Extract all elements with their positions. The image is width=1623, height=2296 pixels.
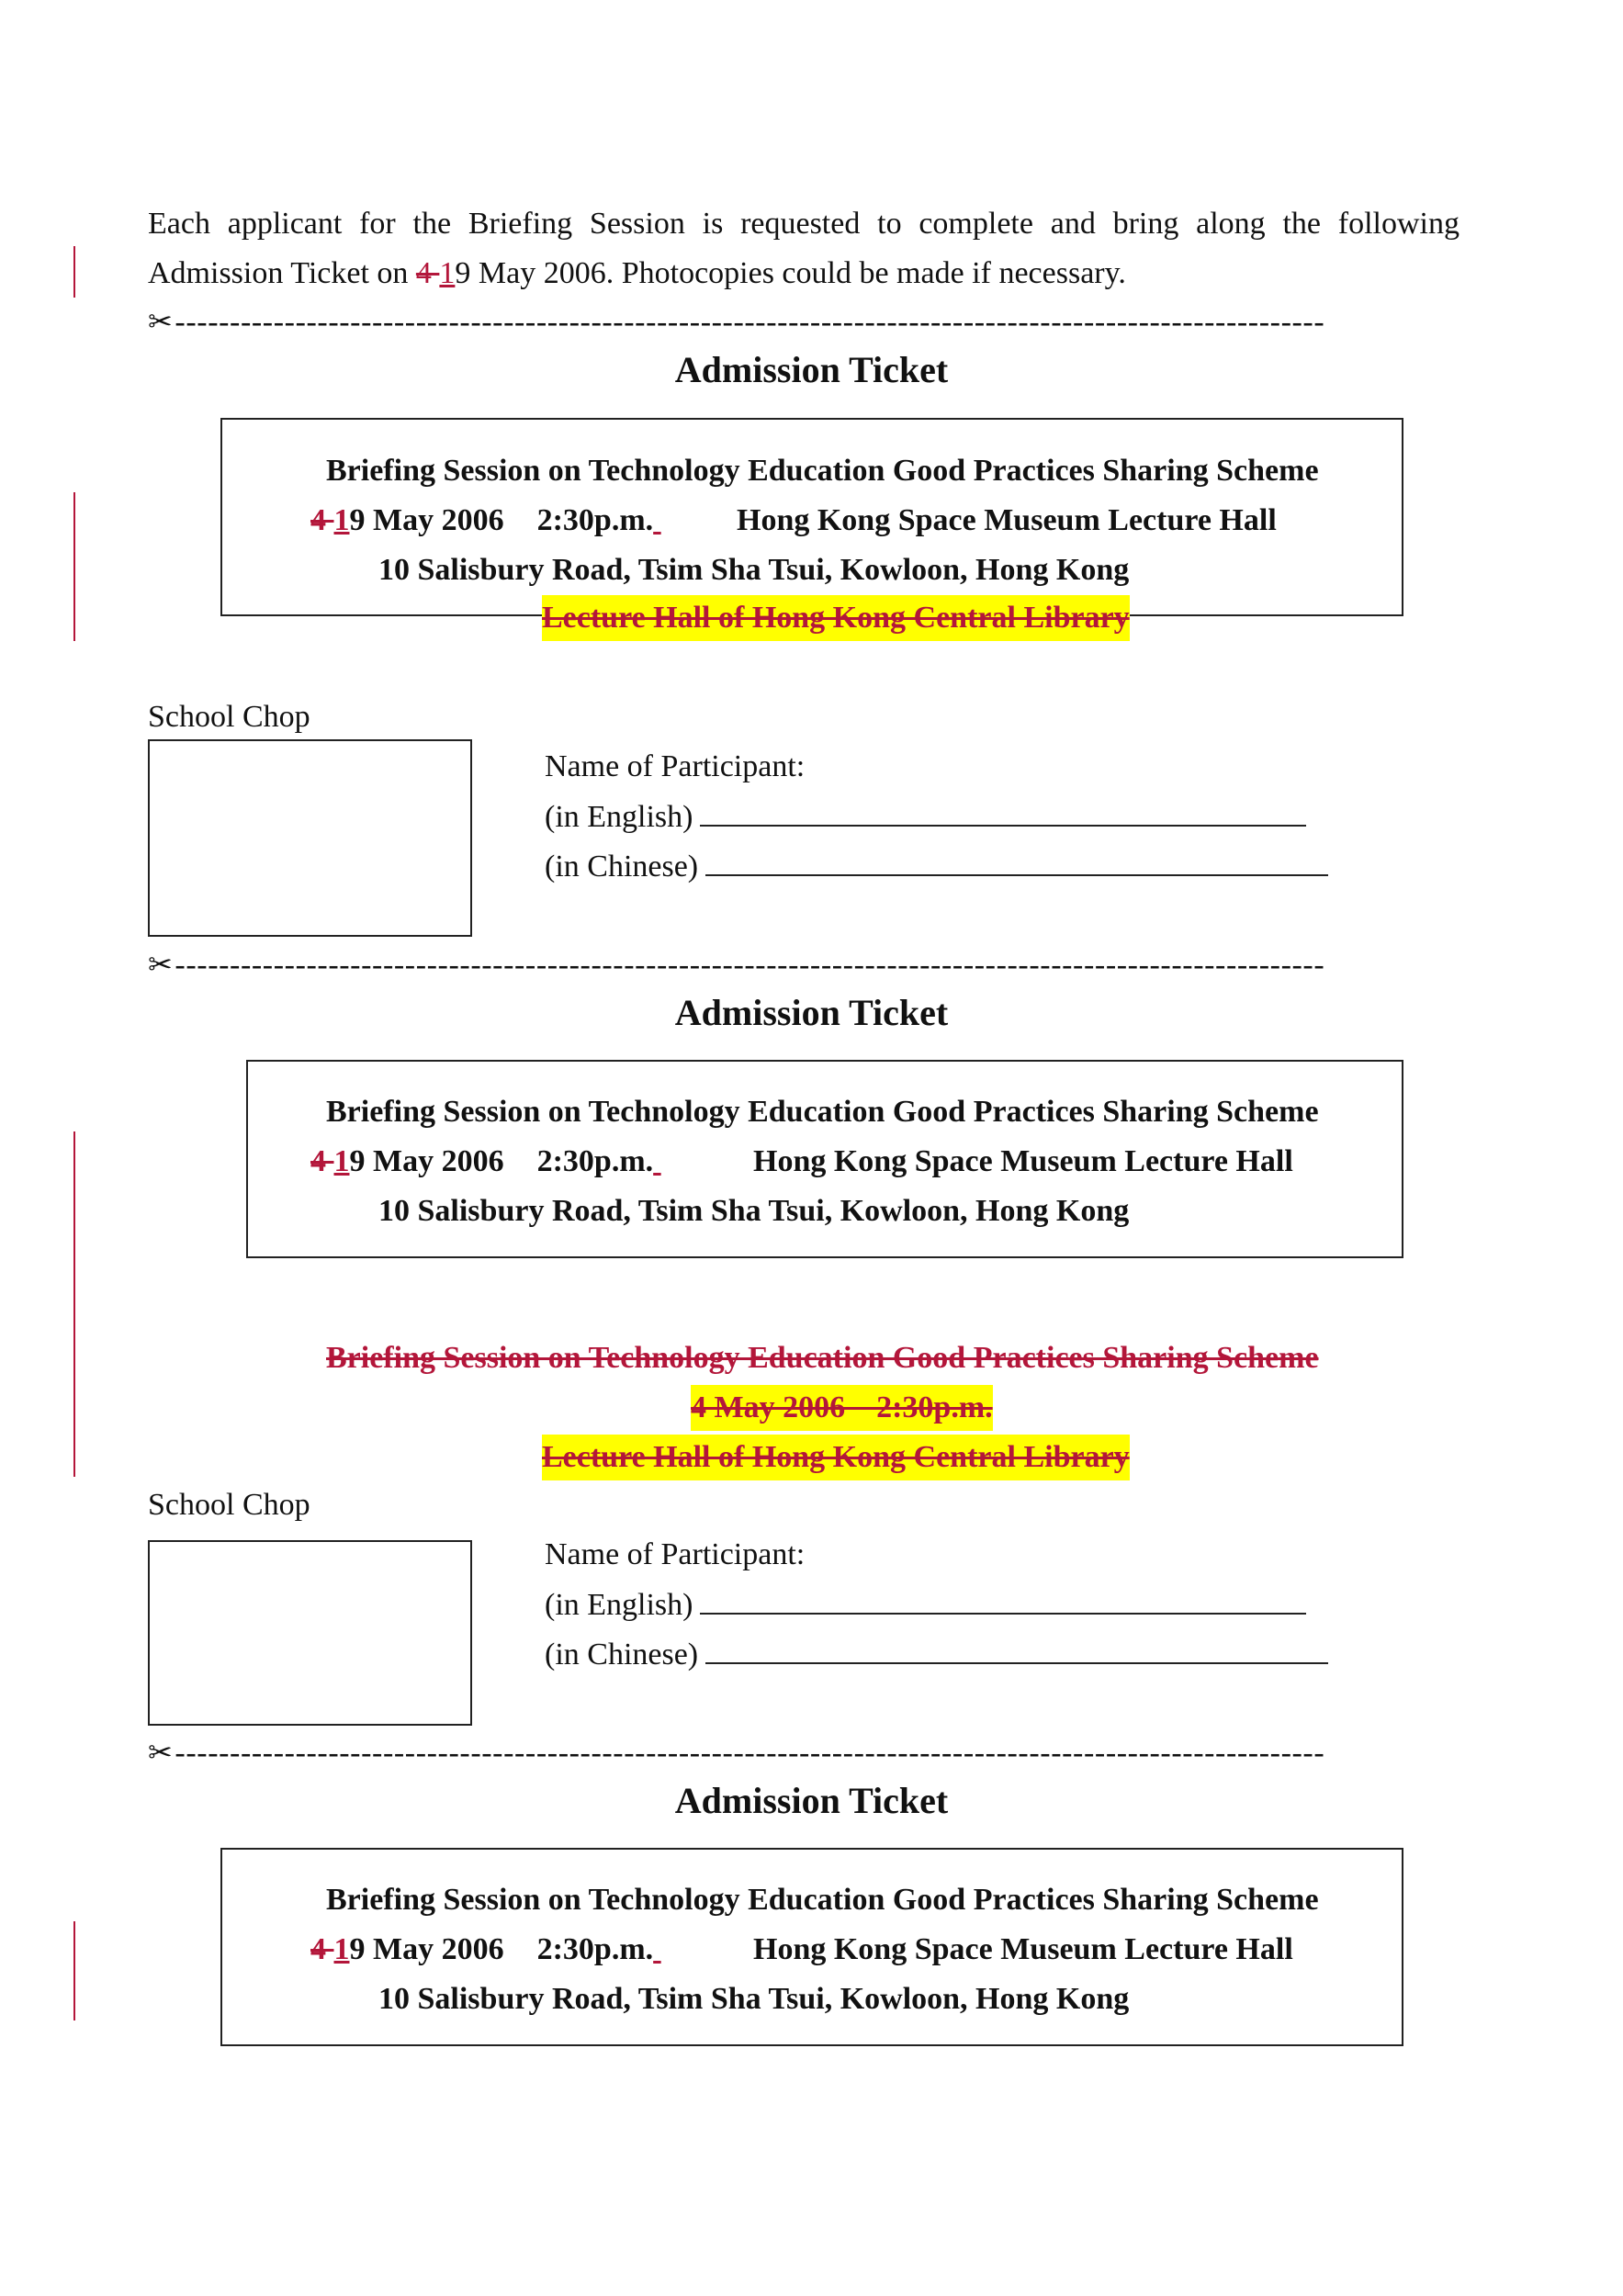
english-name-field [545, 1581, 1306, 1628]
deleted-day: 4 [310, 1144, 334, 1178]
chinese-label: (in Chinese) [545, 1638, 699, 1671]
english-label: (in English) [545, 800, 693, 834]
inserted-day: 1 [333, 1144, 350, 1178]
time: 2:30p.m. [536, 1144, 654, 1178]
change-bar [73, 1921, 75, 2020]
cut-line [148, 303, 1342, 340]
session-title: Briefing Session on Technology Education Good Practices Sharing Scheme [326, 1883, 1319, 1917]
intro-line-2 [148, 249, 1460, 298]
participant-label: Name of Participant: [545, 1537, 806, 1571]
scissors-icon: ✂ [148, 1735, 174, 1770]
venue: Hong Kong Space Museum Lecture Hall [753, 1144, 1293, 1178]
time: 2:30p.m. [536, 1932, 654, 1966]
time: 2:30p.m. [536, 503, 654, 537]
chinese-name-line [705, 843, 1328, 876]
address: 10 Salisbury Road, Tsim Sha Tsui, Kowloon, Hong Kong [378, 553, 1130, 587]
deleted-day: 4 [310, 1932, 334, 1966]
school-chop-label: School Chop [148, 700, 310, 734]
english-name-field [545, 793, 1306, 840]
scissors-icon: ✂ [148, 304, 174, 339]
chinese-name-field [545, 1631, 1328, 1678]
school-chop-box [148, 739, 472, 937]
deleted-datetime: 4 May 2006 2:30p.m. [691, 1385, 993, 1431]
chinese-name-line [705, 1631, 1328, 1664]
inserted-day: 1 [333, 1932, 350, 1966]
day-rest: 9 [349, 1932, 373, 1966]
deleted-session-title: Briefing Session on Technology Education Good Practices Sharing Scheme [326, 1341, 1319, 1375]
english-label: (in English) [545, 1588, 693, 1622]
chinese-label: (in Chinese) [545, 850, 699, 884]
change-bar [73, 1131, 75, 1477]
day-rest: 9 [455, 256, 479, 290]
english-name-line [700, 1581, 1306, 1615]
cut-dashes: --------------------------------------------------------------------------------------------------------- [175, 1736, 1325, 1770]
cut-dashes: --------------------------------------------------------------------------------------------------------- [175, 305, 1325, 339]
change-bar [73, 246, 75, 298]
inserted-day: 1 [333, 503, 350, 537]
scissors-icon: ✂ [148, 947, 174, 982]
english-name-line [700, 793, 1306, 827]
venue: Hong Kong Space Museum Lecture Hall [753, 1932, 1293, 1966]
school-chop-label: School Chop [148, 1488, 310, 1522]
address: 10 Salisbury Road, Tsim Sha Tsui, Kowloon, Hong Kong [378, 1194, 1130, 1228]
inserted-day: 1 [439, 256, 456, 290]
session-title: Briefing Session on Technology Education Good Practices Sharing Scheme [326, 1095, 1319, 1129]
day-rest: 9 [349, 503, 373, 537]
date-line [310, 498, 682, 544]
date: May 2006 [373, 1932, 504, 1966]
cut-dashes: --------------------------------------------------------------------------------------------------------- [175, 948, 1325, 982]
deleted-venue: Lecture Hall of Hong Kong Central Library [542, 1435, 1130, 1480]
deleted-day: 4 [310, 503, 334, 537]
date: May 2006 [373, 1144, 504, 1178]
cut-line [148, 946, 1342, 983]
day-rest: 9 [349, 1144, 373, 1178]
chinese-name-field [545, 843, 1328, 890]
school-chop-box [148, 1540, 472, 1726]
intro-prefix: Admission Ticket on [148, 256, 416, 290]
date: May 2006 [373, 503, 504, 537]
intro-line-1: Each applicant for the Briefing Session is requested to complete and bring along the following [148, 207, 1460, 241]
address: 10 Salisbury Road, Tsim Sha Tsui, Kowloon, Hong Kong [378, 1982, 1130, 2016]
participant-label: Name of Participant: [545, 749, 806, 783]
intro-suffix: May 2006. Photocopies could be made if necessary. [478, 256, 1126, 290]
date-line [310, 1139, 670, 1185]
ticket-title: Admission Ticket [674, 349, 949, 390]
deleted-day: 4 [415, 256, 440, 290]
session-title: Briefing Session on Technology Education Good Practices Sharing Scheme [326, 454, 1319, 488]
change-bar [73, 492, 75, 641]
ticket-title: Admission Ticket [674, 1780, 949, 1821]
deleted-venue: Lecture Hall of Hong Kong Central Library [542, 595, 1130, 641]
ticket-title: Admission Ticket [674, 992, 949, 1033]
venue: Hong Kong Space Museum Lecture Hall [737, 503, 1277, 537]
cut-line [148, 1734, 1342, 1771]
date-line [310, 1927, 682, 1973]
